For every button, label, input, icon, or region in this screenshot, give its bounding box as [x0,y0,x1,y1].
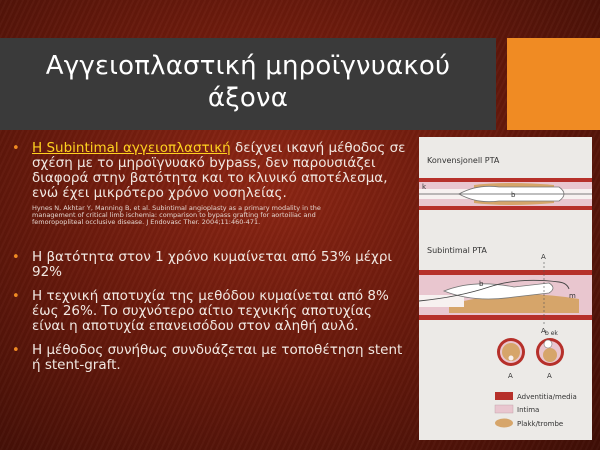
legend-swatch-plaque [495,419,513,428]
cross-section-left [497,338,525,366]
conventional-vessel [419,178,592,210]
label-m: m [569,292,576,300]
bullet-item [12,289,407,334]
bullet-item [12,141,407,201]
highlighted-text: Η Subintimal αγγειοπλαστική [32,140,231,156]
legend-label-adventitia: Adventitia/media [517,393,577,401]
pta-illustration [419,137,592,440]
title-banner [0,38,496,130]
bullet-dot-icon: • [12,141,20,156]
bullet-text: Η τεχνική αποτυχία της μεθόδου κυμαίνεται από 8% έως 26%. Το συχνότερο αίτιο τεχνικής αποτυχίας είναι η αποτυχία επανεισόδου στον αληθή αυλό. [32,288,389,334]
cross-section-lumen [509,356,514,361]
legend [495,392,577,428]
bullet-dot-icon: • [12,289,20,304]
bullet-text: δείχνει ικανή μέθοδος σε σχέση με το μηροϊγνυακό bypass, δεν παρουσιάζει διαφορά στην βατότητα και το κλινικό αποτέλεσμα, ενώ έχει μικρότερο χρόνο νοσηλείας. [32,140,406,201]
reference-citation: Hynes N, Akhtar Y, Manning B, et al. Subintimal angioplasty as a primary modality in the management of critical limb ischemia: comparison to bypass grafting for aortoiliac and femoropopliteal occlusive disease. J Endovasc Ther. 2004;11:460-471. [32,204,321,226]
panel1-title: Konvensjonell PTA [427,156,500,165]
label-a-left: A [508,372,513,380]
legend-swatch-adventitia [495,392,513,400]
slide-title-line-2: άξονα [207,83,289,113]
cross-section-right [536,338,564,366]
bullet-list [12,141,407,373]
label-a-top: A [541,253,546,261]
legend-label-intima: Intima [517,406,540,414]
label-b-subintimal: b [479,280,484,288]
cross-section-plaque [543,348,557,362]
panel2-title: Subintimal PTA [427,246,487,255]
pta-diagram [419,137,592,440]
bullet-item [12,250,407,280]
bullet-dot-icon: • [12,250,20,265]
bullet-text: Η βατότητα στον 1 χρόνο κυμαίνεται από 53% μέχρι 92% [32,249,392,280]
label-b: b [511,191,516,199]
label-bek: b ek [545,330,558,337]
subintimal-vessel [419,262,592,325]
vessel-lumen [419,295,464,307]
label-k: k [422,183,427,191]
bullet-text: Η μέθοδος συνήθως συνδυάζεται με τοποθέτηση stent ή stent-graft. [32,342,403,373]
label-a-right: A [547,372,552,380]
slide-title-line-1: Αγγειοπλαστική μηροϊγνυακού [45,51,451,81]
accent-block [507,38,600,130]
legend-label-plaque: Plakk/trombe [517,420,564,428]
bullet-dot-icon: • [12,343,20,358]
cross-section-balloon [544,340,552,348]
legend-swatch-intima [495,405,513,413]
label-a-bottom: A [541,327,546,335]
bullet-item [12,343,407,373]
